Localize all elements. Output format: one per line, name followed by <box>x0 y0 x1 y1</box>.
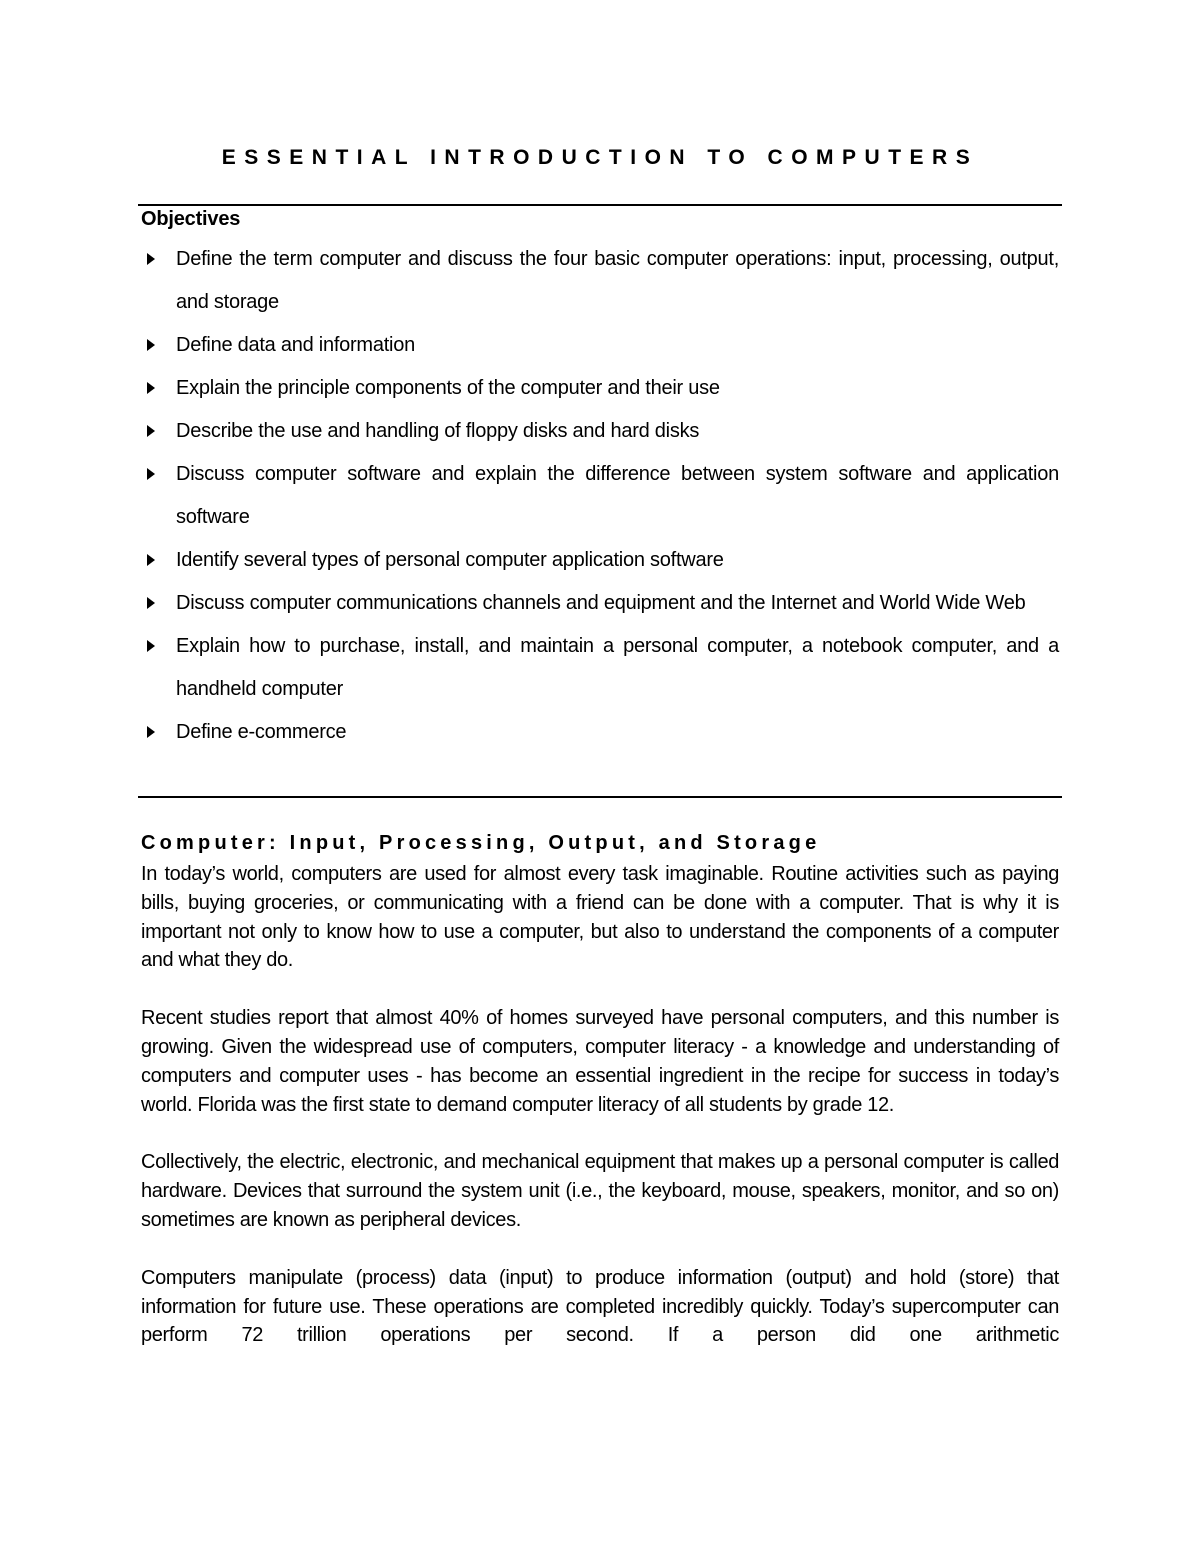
objective-text: Define the term computer and discuss the four basic computer operations: input, processing, output, and storage <box>176 248 1059 313</box>
objective-item <box>141 238 1059 324</box>
objective-item <box>141 324 1059 367</box>
bullet-arrow-icon <box>147 382 155 394</box>
body-paragraph: Collectively, the electric, electronic, and mechanical equipment that makes up a personal computer is called hardware. Devices that surround the system unit (i.e., the keyboard, mouse, speakers, monitor, and so on) sometimes are known as peripheral devices. <box>141 1151 1059 1231</box>
bullet-arrow-icon <box>147 253 155 265</box>
objectives-list <box>141 238 1059 754</box>
objective-text: Define e-commerce <box>176 721 347 743</box>
objective-item <box>141 625 1059 711</box>
bullet-arrow-icon <box>147 597 155 609</box>
section-heading: Computer: Input, Processing, Output, and Storage <box>141 832 821 854</box>
objective-item <box>141 711 1059 754</box>
bullet-arrow-icon <box>147 468 155 480</box>
objectives-heading: Objectives <box>141 208 241 230</box>
body-paragraph: In today’s world, computers are used for almost every task imaginable. Routine activities such as paying bills, buying groceries, or communicating with a friend can be done with a computer. That is why it is important not only to know how to use a computer, but also to understand the components of a computer and what they do. <box>141 863 1059 972</box>
bullet-arrow-icon <box>147 726 155 738</box>
objective-text: Discuss computer software and explain the difference between system software and application software <box>176 463 1059 528</box>
objective-text: Define data and information <box>176 334 415 356</box>
objective-item <box>141 410 1059 453</box>
objective-text: Identify several types of personal computer application software <box>176 549 724 571</box>
objective-item <box>141 453 1059 539</box>
objective-text: Explain the principle components of the computer and their use <box>176 377 720 399</box>
bullet-arrow-icon <box>147 425 155 437</box>
bullet-arrow-icon <box>147 339 155 351</box>
document-title: ESSENTIAL INTRODUCTION TO COMPUTERS <box>221 146 979 169</box>
bullet-arrow-icon <box>147 554 155 566</box>
objective-item <box>141 582 1059 625</box>
bullet-arrow-icon <box>147 640 155 652</box>
section-body <box>141 860 1059 1379</box>
objective-text: Describe the use and handling of floppy disks and hard disks <box>176 420 700 442</box>
objective-item <box>141 367 1059 410</box>
body-paragraph: Computers manipulate (process) data (input) to produce information (output) and hold (store) that information for future use. These operations are completed incredibly quickly. Today’s supercomputer can perform 72 trillion operations per second. If a person did one arithmetic <box>141 1266 1059 1347</box>
objective-item <box>141 539 1059 582</box>
objective-text: Discuss computer communications channels and equipment and the Internet and World Wide Web <box>176 592 1026 614</box>
body-paragraph: Recent studies report that almost 40% of homes surveyed have personal computers, and this number is growing. Given the widespread use of computers, computer literacy - a knowledge and understanding of computers and computer uses - has become an essential ingredient in the recipe for success in today’s world. Florida was the first state to demand computer literacy of all students by grade 12. <box>141 1007 1059 1116</box>
objective-text: Explain how to purchase, install, and maintain a personal computer, a notebook computer, and a handheld computer <box>176 635 1059 700</box>
objectives-bottom-rule <box>138 796 1062 798</box>
objectives-top-rule <box>138 204 1062 206</box>
